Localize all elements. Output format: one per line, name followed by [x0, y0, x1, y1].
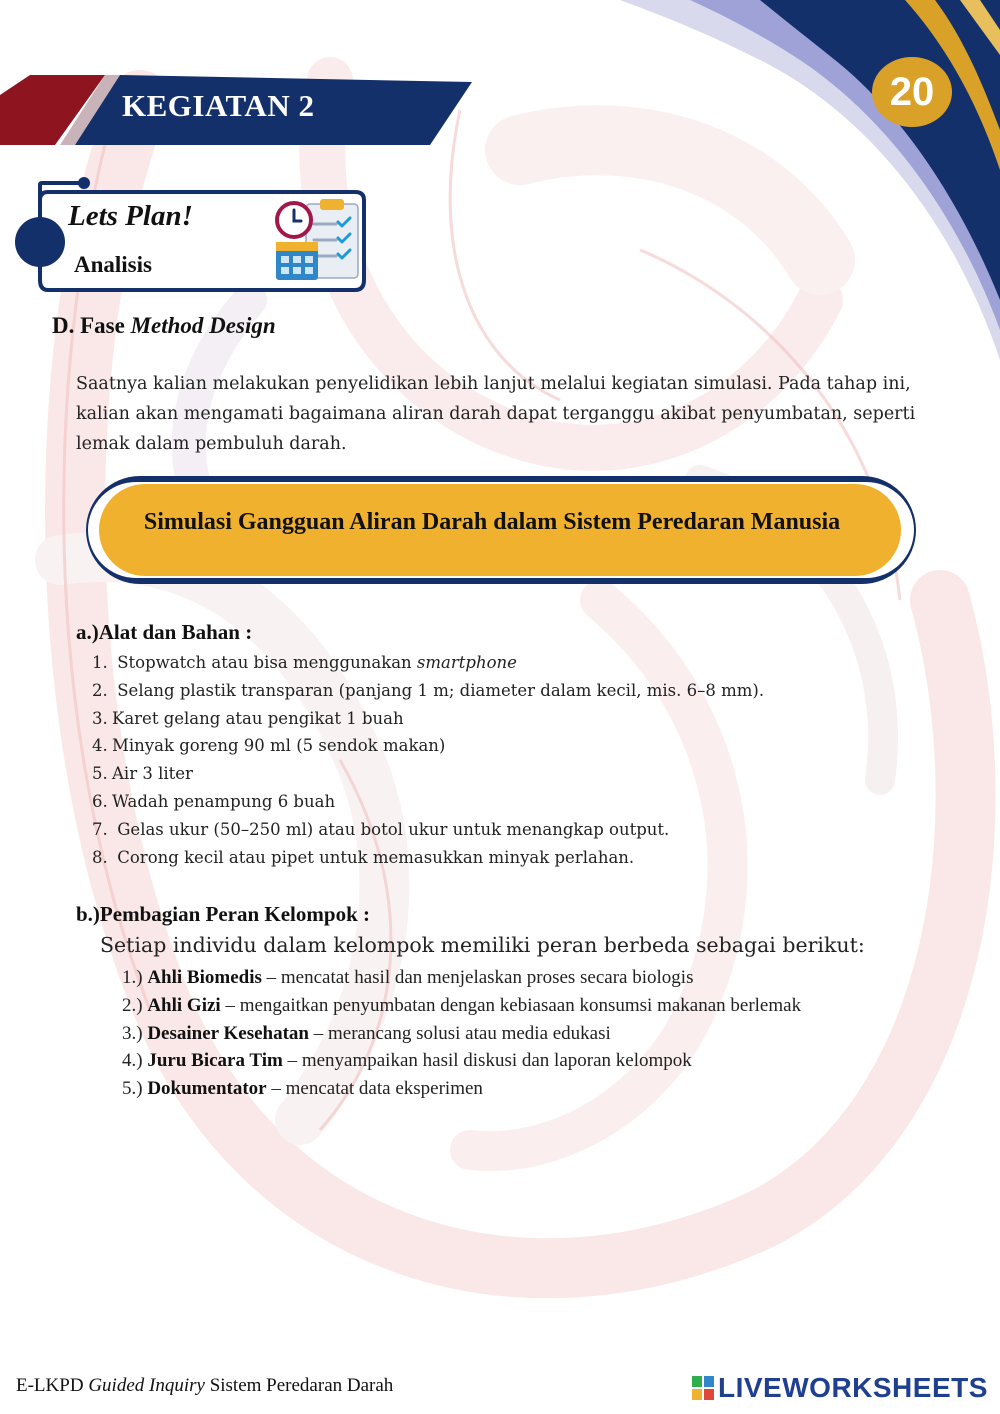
intro-line: kalian akan mengamati bagaimana aliran darah dapat terganggu akibat penyumbatan, seperti: [76, 404, 916, 424]
list-item: 3. Karet gelang atau pengikat 1 buah: [92, 708, 404, 728]
phase-name: Method Design: [130, 313, 276, 338]
liveworksheets-logo[interactable]: [692, 1372, 988, 1404]
materials-list: [92, 649, 764, 871]
page-number-badge: 20: [872, 57, 952, 127]
activity-banner-title: KEGIATAN 2: [122, 88, 315, 123]
plan-card-subtitle: Analisis: [74, 252, 152, 277]
list-item: 2. Selang plastik transparan (panjang 1 m; diameter dalam kecil, mis. 6–8 mm).: [92, 680, 765, 700]
list-item: 4. Minyak goreng 90 ml (5 sendok makan): [92, 736, 446, 756]
list-item: 5. Air 3 liter: [92, 764, 193, 784]
phase-prefix: D. Fase: [52, 313, 125, 338]
list-item: 6. Wadah penampung 6 buah: [92, 791, 336, 811]
footer-document-title: E-LKPD Guided Inquiry Sistem Peredaran Darah: [16, 1375, 394, 1396]
list-item: 8. Corong kecil atau pipet untuk memasukkan minyak perlahan.: [92, 847, 635, 867]
roles-heading: b.)Pembagian Peran Kelompok :: [76, 902, 370, 926]
roles-intro: Setiap individu dalam kelompok memiliki peran berbeda sebagai berikut:: [100, 933, 865, 957]
list-item: 3.) Desainer Kesehatan – merancang solusi atau media edukasi: [122, 1022, 611, 1044]
list-item: 5.) Dokumentator – mencatat data eksperimen: [122, 1078, 483, 1100]
materials-heading: a.)Alat dan Bahan :: [76, 620, 253, 644]
intro-paragraph: [76, 369, 936, 459]
list-item: 1.) Ahli Biomedis – mencatat hasil dan menjelaskan proses secara biologis: [122, 967, 694, 988]
phase-heading: [52, 313, 276, 339]
list-item: 2.) Ahli Gizi – mengaitkan penyumbatan dengan kebiasaan konsumsi makanan berlemak: [122, 994, 802, 1016]
intro-line: lemak dalam pembuluh darah.: [76, 434, 347, 454]
roles-list: [122, 964, 801, 1103]
list-item: 1. Stopwatch atau bisa menggunakan smartphone: [92, 653, 517, 672]
brand-name: LIVEWORKSHEETS: [718, 1372, 988, 1403]
simulation-title: Simulasi Gangguan Aliran Darah dalam Sistem Peredaran Manusia: [143, 509, 841, 535]
liveworksheets-logo-icon: [692, 1376, 714, 1400]
checklist-calendar-icon: [272, 196, 366, 286]
list-item: 4.) Juru Bicara Tim – menyampaikan hasil diskusi dan laporan kelompok: [122, 1050, 692, 1072]
list-item: 7. Gelas ukur (50–250 ml) atau botol ukur untuk menangkap output.: [92, 819, 670, 839]
intro-line: Saatnya kalian melakukan penyelidikan lebih lanjut melalui kegiatan simulasi. Pada tahap ini,: [76, 374, 911, 394]
plan-card-title: Lets Plan!: [68, 200, 193, 232]
